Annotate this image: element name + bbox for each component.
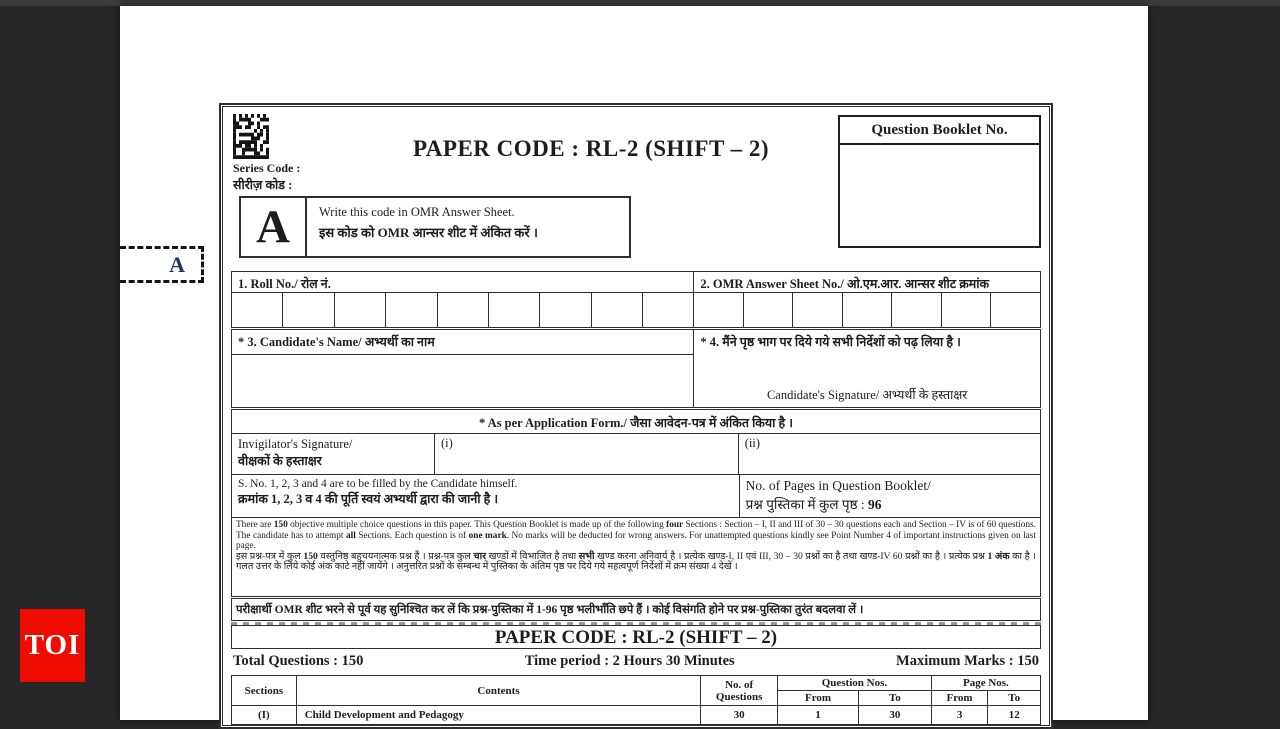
- roll-digit-cell: [591, 293, 642, 327]
- omr-no-cells: [693, 293, 1040, 327]
- th-q-from: From: [778, 691, 859, 706]
- digit-grid-row: [231, 292, 1041, 328]
- datamatrix-barcode-icon: [233, 114, 269, 159]
- toi-logo: TOI: [20, 609, 85, 682]
- margin-series-code-letter: A: [169, 251, 185, 277]
- pages-count: 96: [868, 496, 882, 512]
- invigilator-label-en: Invigilator's Signature/: [238, 437, 353, 451]
- table-cell-q_to: 30: [858, 706, 931, 725]
- instructions-en: There are 150 objective multiple choice questions in this paper. This Question Booklet is made up of the following four Sections : Section – I, II and III of 30 – 30 questions each and Section – IV is of 60 questions. The candidate has to attempt all Sections. Each question is of one mark. No marks will be deducted for wrong answers. For unattempted questions kindly see Point Number 4 of important instructions given on last page.: [236, 520, 1036, 552]
- th-no-of-questions: No. of Questions: [701, 676, 778, 706]
- instructions-hi: इस प्रश्न-पत्र में कुल 150 वस्तुनिष्ठ बहुचयनात्मक प्रश्न हैं । प्रश्न-पत्र कुल चार खण्डों में विभाजित है तथा सभी खण्ड करना अनिवार्य है । प्रत्येक खण्ड-I, II एवं III, 30 – 30 प्रश्नों का है तथा खण्ड-IV 60 प्रश्नों का है । प्रत्येक प्रश्न 1 अंक का है । गलत उत्तर के लिये कोई अंक काटे नहीं जायेंगे । अनुत्तरित प्रश्नों के सम्बन्ध में पुस्तिका के अंतिम पृष्ठ पर दिये गये महत्वपूर्ण निर्देशों में क्रम संख्या 4 देखें ।: [236, 550, 1036, 573]
- omr-digit-cell: [941, 293, 991, 327]
- invigilator-label-hi: वीक्षकों के हस्ताक्षर: [238, 453, 322, 468]
- totals-row: [231, 649, 1041, 674]
- sno-note-hi: क्रमांक 1, 2, 3 व 4 की पूर्ति स्वयं अभ्यर्थी द्वारा की जानी है ।: [238, 492, 499, 506]
- table-cell-no_of_questions: 30: [701, 706, 778, 725]
- as-per-application-row: * As per Application Form./ जैसा आवेदन-पत्र में अंकित किया है ।: [231, 409, 1041, 434]
- series-code-label-en: Series Code :: [233, 161, 301, 175]
- roll-no-cells: [232, 293, 693, 327]
- table-cell-contents: Child Development and Pedagogy: [296, 706, 701, 725]
- roll-digit-cell: [488, 293, 539, 327]
- paper-code-title-2: PAPER CODE : RL-2 (SHIFT – 2): [231, 625, 1041, 649]
- sections-table: [231, 675, 1041, 725]
- omr-digit-cell: [792, 293, 842, 327]
- sno-note-en: S. No. 1, 2, 3 and 4 are to be filled by the Candidate himself.: [238, 478, 518, 490]
- roll-digit-cell: [232, 293, 282, 327]
- series-code-a-box: [239, 196, 631, 258]
- time-period: Time period : 2 Hours 30 Minutes: [524, 653, 735, 669]
- candidate-signature-label: Candidate's Signature/ अभ्यर्थी के हस्ताक्षर: [766, 388, 968, 402]
- read-declaration-label: * 4. मैंने पृष्ठ भाग पर दिये गये सभी निर्देशों को पढ़ लिया है ।: [700, 335, 961, 349]
- candidate-name-label: * 3. Candidate's Name/ अभ्यर्थी का नाम: [232, 330, 693, 355]
- maximum-marks: Maximum Marks : 150: [896, 653, 1039, 669]
- total-questions: Total Questions : 150: [233, 653, 364, 669]
- th-sections: Sections: [232, 676, 297, 706]
- th-p-to: To: [988, 691, 1041, 706]
- omr-notice-row: परीक्षार्थी OMR शीट भरने से पूर्व यह सुनिश्चित कर लें कि प्रश्न-पुस्तिका में 1-96 पृष्ठ भलीभाँति छपे हैं । कोई विसंगति होने पर प्रश्न-पुस्तिका तुरंत बदलवा लें ।: [231, 598, 1041, 621]
- omr-digit-cell: [891, 293, 941, 327]
- code-note-hi: इस कोड को OMR आन्सर शीट में अंकित करें ।: [319, 225, 538, 240]
- pages-in-booklet: [739, 475, 1040, 517]
- roll-digit-cell: [282, 293, 333, 327]
- table-cell-section: (I): [232, 706, 297, 725]
- table-cell-p_from: 3: [931, 706, 988, 725]
- question-booklet-cover: [219, 103, 1053, 729]
- omr-digit-cell: [694, 293, 743, 327]
- th-q-to: To: [858, 691, 931, 706]
- roll-digit-cell: [539, 293, 590, 327]
- th-question-nos: Question Nos.: [778, 676, 932, 691]
- invigilator-sign-box-2: (ii): [738, 434, 1040, 474]
- omr-digit-cell: [990, 293, 1040, 327]
- table-cell-p_to: 12: [988, 706, 1041, 725]
- th-p-from: From: [931, 691, 988, 706]
- roll-digit-cell: [385, 293, 436, 327]
- omr-digit-cell: [842, 293, 892, 327]
- roll-omr-header-row: [231, 271, 1041, 293]
- table-cell-q_from: 1: [778, 706, 859, 725]
- sno-pages-row: [231, 474, 1041, 518]
- candidate-name-blank: [232, 355, 693, 407]
- paper-code-title: PAPER CODE : RL-2 (SHIFT – 2): [412, 136, 770, 161]
- th-page-nos: Page Nos.: [931, 676, 1040, 691]
- series-code-letter: A: [241, 198, 307, 256]
- th-contents: Contents: [296, 676, 701, 706]
- pages-note-en: No. of Pages in Question Booklet/: [745, 478, 931, 493]
- table-row: [232, 706, 1041, 725]
- omr-sheet-no-label: 2. OMR Answer Sheet No./ ओ.एम.आर. आन्सर शीट क्रमांक: [693, 272, 1040, 292]
- invigilator-row: [231, 433, 1041, 475]
- question-booklet-no-box: [838, 115, 1041, 248]
- series-code-label-hi: सीरीज़ कोड :: [233, 178, 293, 192]
- roll-digit-cell: [642, 293, 693, 327]
- question-booklet-no-label: Question Booklet No.: [840, 117, 1039, 145]
- omr-digit-cell: [743, 293, 793, 327]
- pages-note-hi: प्रश्न पुस्तिका में कुल पृष्ठ : 96: [745, 496, 882, 512]
- invigilator-sign-box-1: (i): [434, 434, 738, 474]
- roll-digit-cell: [334, 293, 385, 327]
- invigilator-signature-label: [232, 434, 434, 474]
- margin-series-code-box: [120, 246, 204, 283]
- roll-digit-cell: [437, 293, 488, 327]
- instructions-box: [231, 517, 1041, 597]
- code-note-en: Write this code in OMR Answer Sheet.: [319, 205, 515, 219]
- doc-header: [231, 109, 1041, 272]
- candidate-row: [231, 329, 1041, 408]
- roll-no-label: 1. Roll No./ रोल नं.: [238, 277, 331, 291]
